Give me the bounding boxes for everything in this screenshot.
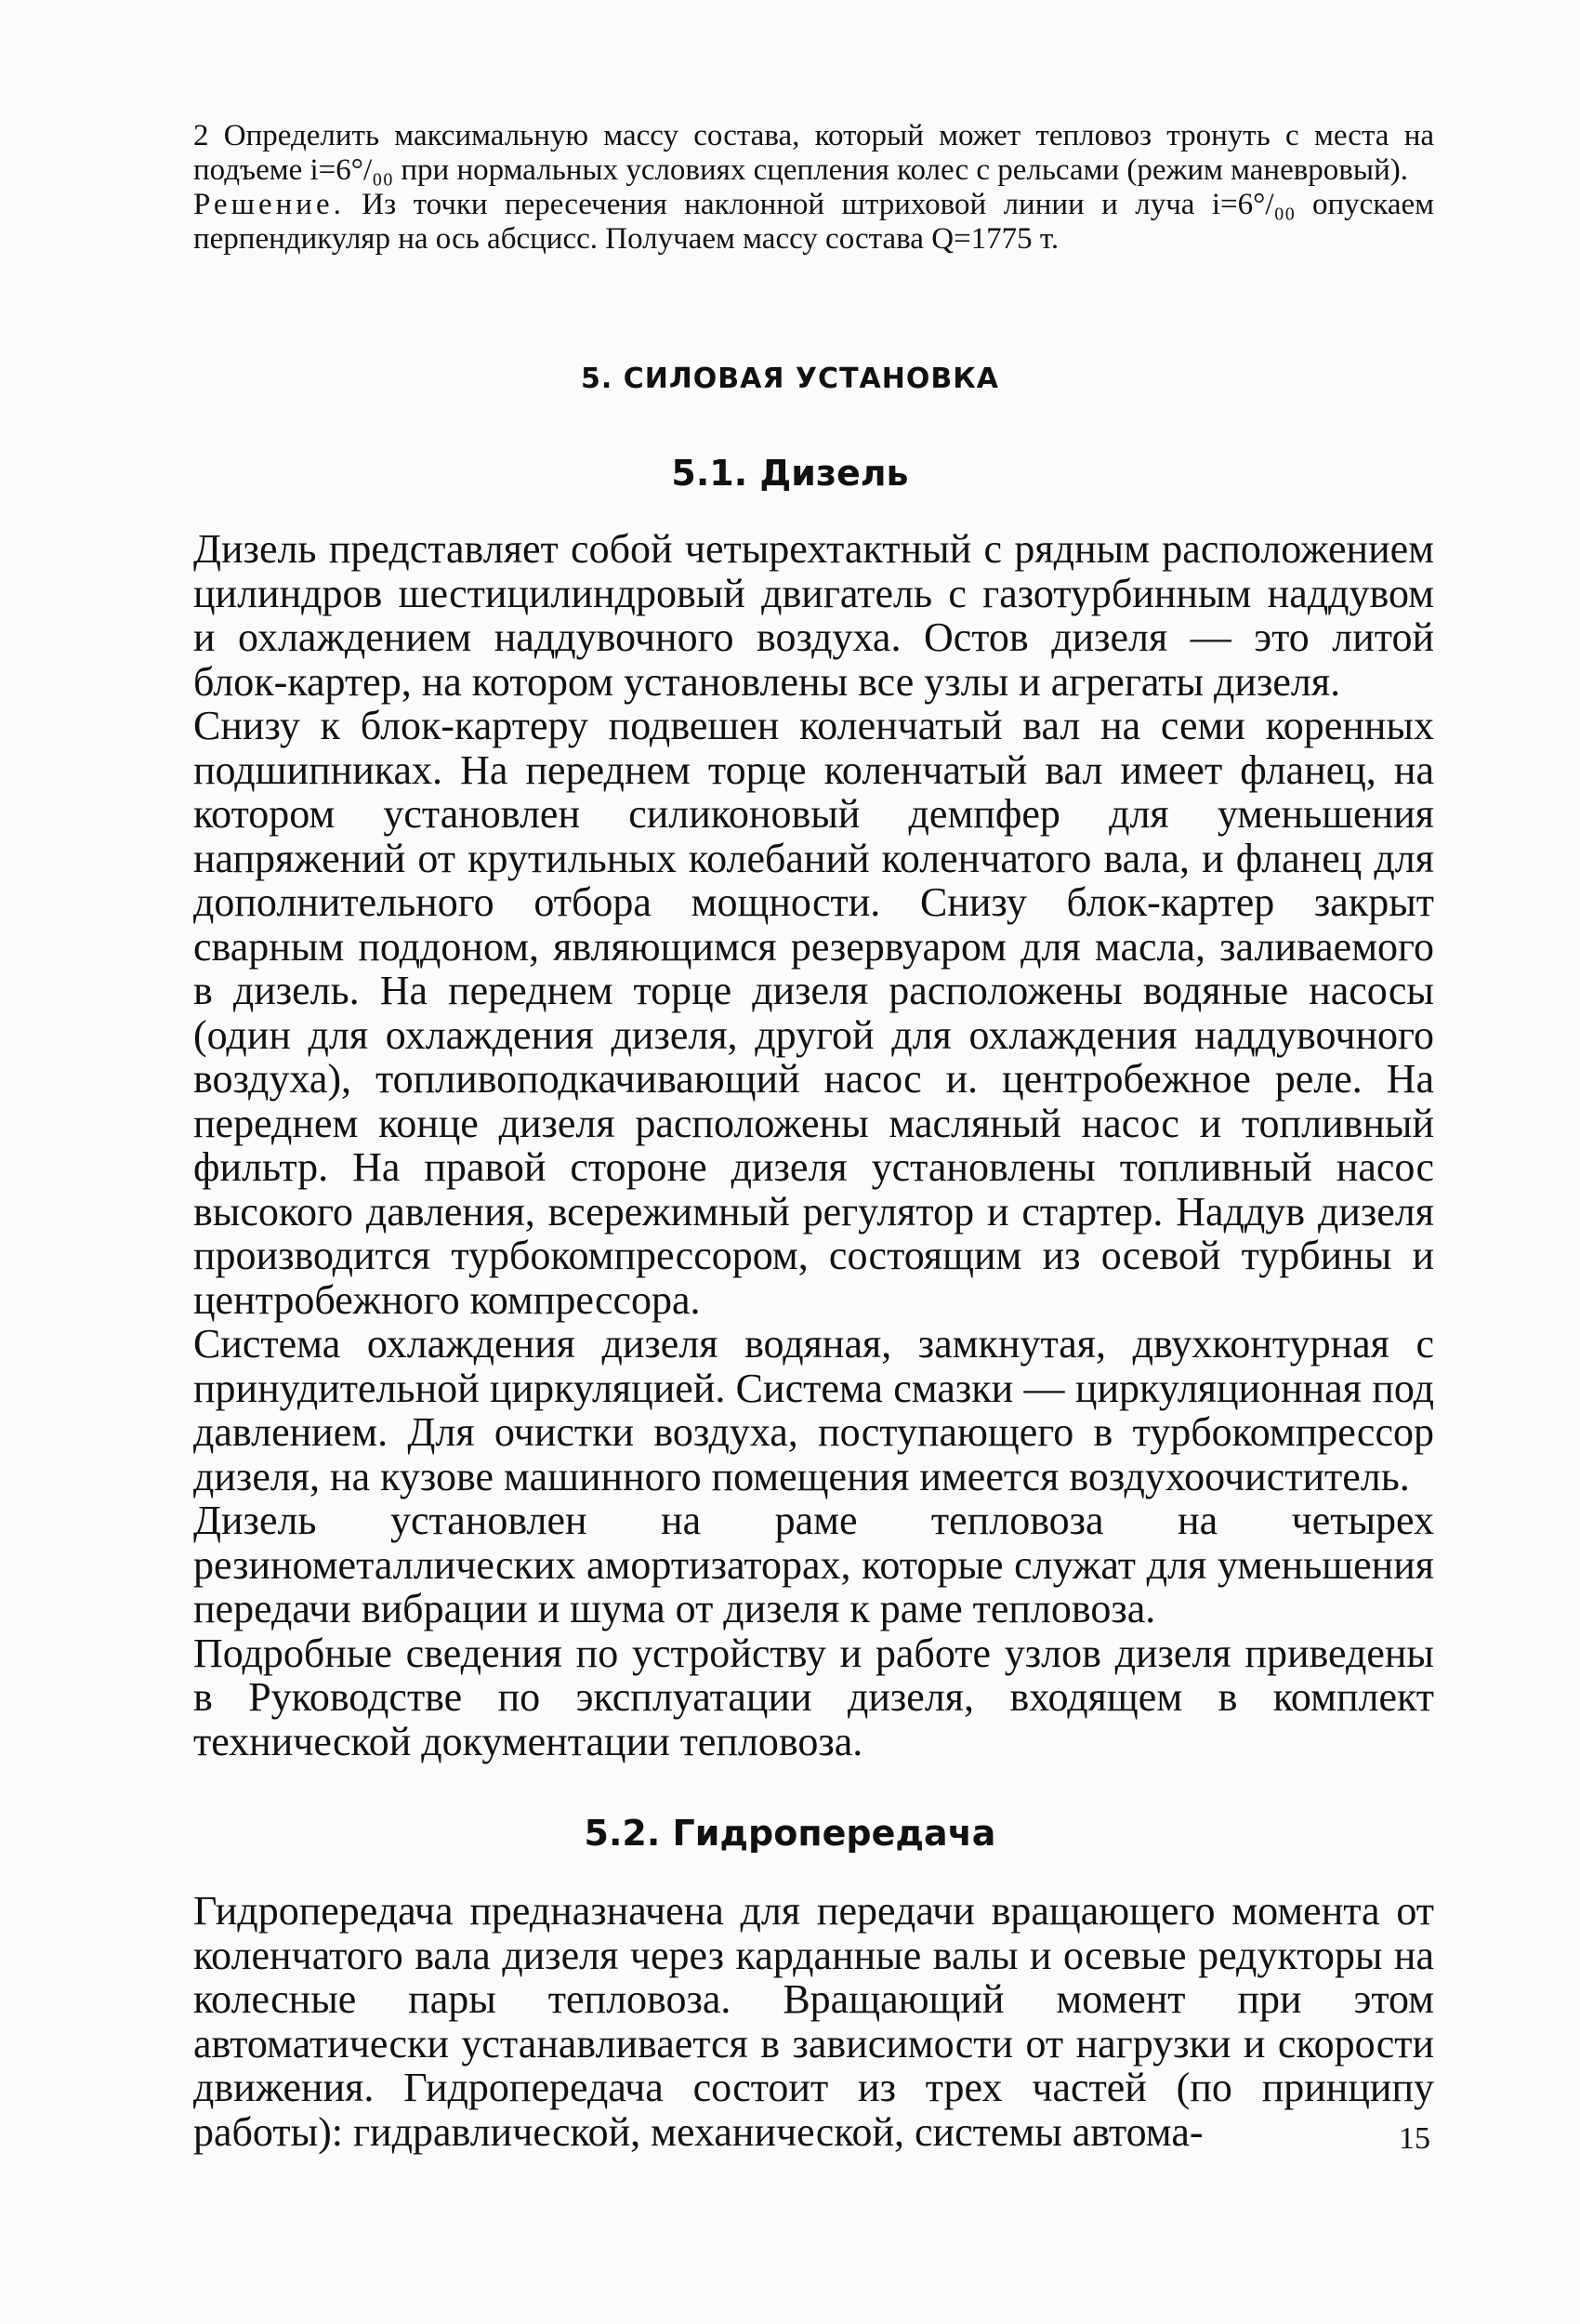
page-number: 15	[1399, 2121, 1430, 2156]
problem-task: 2 Определить максимальную массу состава, который может тепловоз тронуть с места на подъеме i=6°/₀₀ при нормальных условиях сцепления колес с рельсами (режим маневровый).	[193, 119, 1434, 187]
paragraph: Дизель установлен на раме тепловоза на четырех резинометаллических амортизаторах, которые служат для уменьшения передачи вибрации и шума от дизеля к раме тепловоза.	[193, 1498, 1434, 1631]
subsection-title-diesel: 5.1. Дизель	[671, 453, 909, 494]
hydro-text	[193, 1889, 1434, 2154]
solution-label: Решение.	[193, 188, 345, 221]
paragraph: Подробные сведения по устройству и работе узлов дизеля приведены в Руководстве по эксплуатации дизеля, входящем в комплект технической документации тепловоза.	[193, 1630, 1434, 1764]
paragraph: Снизу к блок-картеру подвешен коленчатый вал на семи коренных подшипниках. На переднем торце коленчатый вал имеет фланец, на котором установлен силиконовый демпфер для уменьшения напряжений от крутильных колебаний коленчатого вала, и фланец для дополнительного отбора мощности. Снизу блок-картер закрыт сварным поддоном, являющимся резервуаром для масла, заливаемого в дизель. На переднем торце дизеля расположены водяные насосы (один для охлаждения дизеля, другой для охлаждения наддувочного воздуха), топливоподкачивающий насос и. центробежное реле. На переднем конце дизеля расположены масляный насос и топливный фильтр. На правой стороне дизеля установлены топливный насос высокого давления, всережимный регулятор и стартер. Наддув дизеля производится турбокомпрессором, состоящим из осевой турбины и центробежного компрессора.	[193, 703, 1434, 1323]
diesel-text	[193, 527, 1434, 1763]
section-title: 5. СИЛОВАЯ УСТАНОВКА	[581, 363, 999, 395]
paragraph: Система охлаждения дизеля водяная, замкнутая, двухконтурная с принудительной циркуляцией. Система смазки — циркуляционная под давлением. Для очистки воздуха, поступающего в турбокомпрессор дизеля, на кузове машинного помещения имеется воздухоочиститель.	[193, 1321, 1434, 1499]
subsection-title-hydro: 5.2. Гидропередача	[584, 1813, 996, 1854]
paragraph: Дизель представляет собой четырехтактный с рядным расположением цилиндров шестицилиндровый двигатель с газотурбинным наддувом и охлаждением наддувочного воздуха. Остов дизеля — это литой блок-картер, на котором установлены все узлы и агрегаты дизеля.	[193, 526, 1434, 705]
problem-solution	[193, 188, 1434, 257]
paragraph: Гидропередача предназначена для передачи вращающего момента от коленчатого вала дизеля через карданные валы и осевые редукторы на колесные пары тепловоза. Вращающий момент при этом автоматически устанавливается в зависимости от нагрузки и скорости движения. Гидропередача состоит из трех частей (по принципу работы): гидравлической, механической, системы автома-	[193, 1888, 1434, 2155]
solution-text: Из точки пересечения наклонной штриховой линии и луча i=6°/₀₀ опускаем перпендикуляр на ось абсцисс. Получаем массу состава Q=1775 т.	[193, 188, 1434, 256]
problem-block	[193, 119, 1434, 257]
